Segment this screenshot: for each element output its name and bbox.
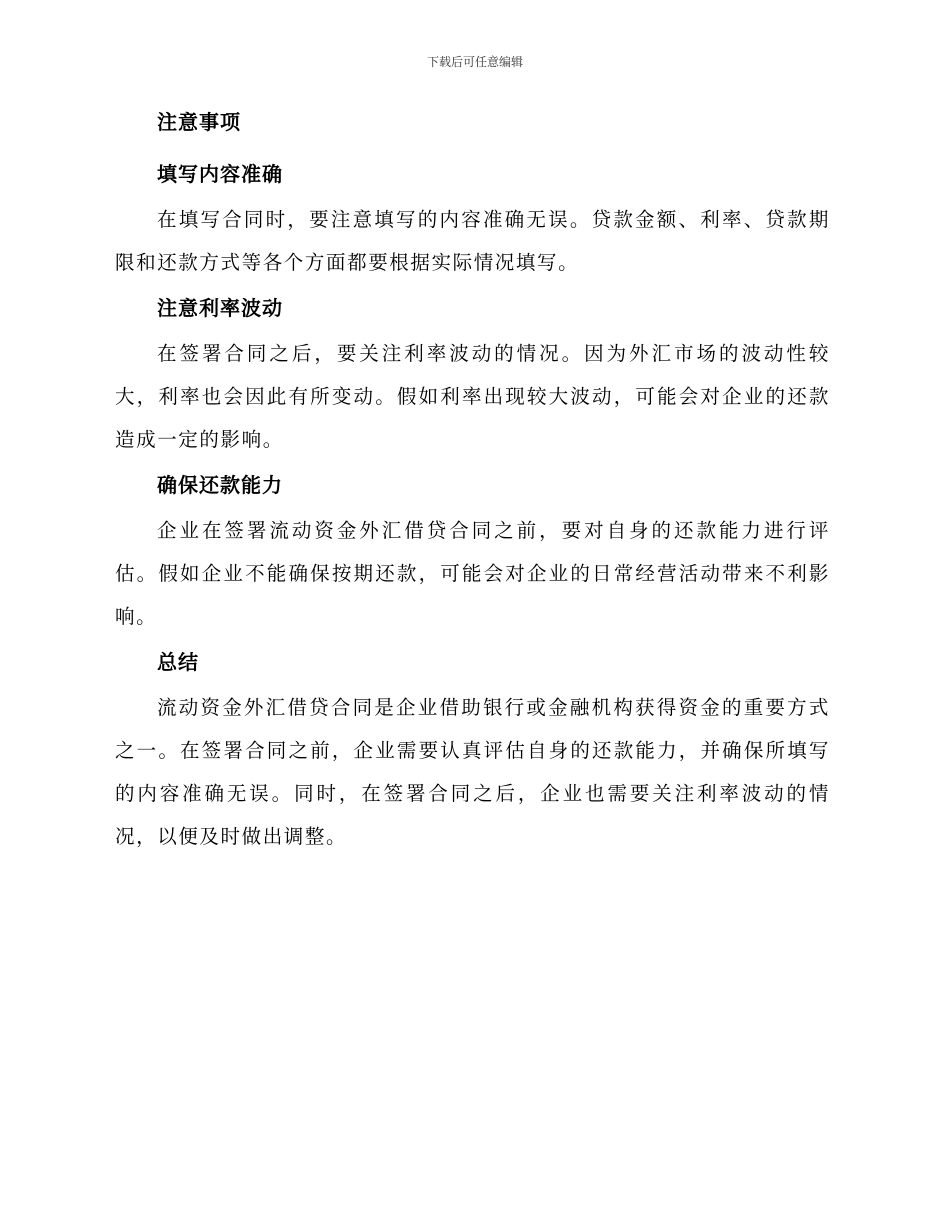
paragraph-repayment-ability: 企业在签署流动资金外汇借贷合同之前，要对自身的还款能力进行评估。假如企业不能确保按期还款，可能会对企业的日常经营活动带来不利影响。 (115, 519, 830, 628)
section-heading-interest-rate: 注意利率波动 (157, 296, 283, 320)
section-heading-repayment-ability: 确保还款能力 (157, 473, 283, 497)
section-heading-summary: 总结 (157, 650, 199, 674)
section-heading-notes: 注意事项 (157, 110, 241, 134)
document-body (115, 108, 830, 868)
page-header: 下载后可任意编辑 (426, 55, 523, 69)
section-heading-accurate-filling: 填写内容准确 (157, 162, 283, 186)
paragraph-interest-rate: 在签署合同之后，要关注利率波动的情况。因为外汇市场的波动性较大，利率也会因此有所变动。假如利率出现较大波动，可能会对企业的还款造成一定的影响。 (115, 342, 830, 451)
paragraph-accurate-filling: 在填写合同时，要注意填写的内容准确无误。贷款金额、利率、贷款期限和还款方式等各个方面都要根据实际情况填写。 (115, 208, 830, 274)
paragraph-summary: 流动资金外汇借贷合同是企业借助银行或金融机构获得资金的重要方式之一。在签署合同之前，企业需要认真评估自身的还款能力，并确保所填写的内容准确无误。同时，在签署合同之后，企业也需要关注利率波动的情况，以便及时做出调整。 (115, 696, 830, 848)
